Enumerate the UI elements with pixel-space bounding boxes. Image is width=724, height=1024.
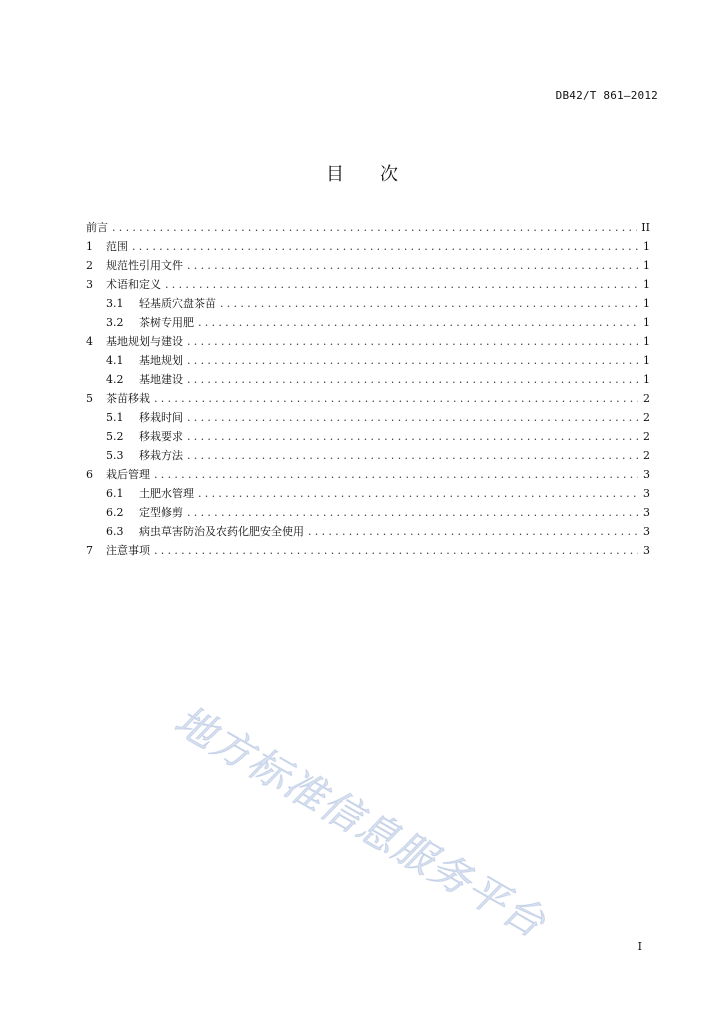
toc-entry-label: 注意事项 xyxy=(106,544,150,557)
toc-entry-label: 范围 xyxy=(106,240,128,253)
toc-leader-dots xyxy=(198,484,638,503)
toc-entry-page: 3 xyxy=(643,487,650,500)
toc-entry-label: 基地规划与建设 xyxy=(106,335,183,348)
toc-entry-label: 术语和定义 xyxy=(106,278,161,291)
watermark: 地方标准信息服务平台 xyxy=(166,697,554,948)
toc-entry-label: 基地规划 xyxy=(139,354,183,367)
toc-leader-dots xyxy=(187,256,638,275)
toc-entry-page: 1 xyxy=(643,240,650,253)
toc-entry[interactable] xyxy=(86,503,650,522)
toc-leader-dots xyxy=(198,313,638,332)
toc-entry-label: 土肥水管理 xyxy=(139,487,194,500)
toc-entry[interactable] xyxy=(86,427,650,446)
toc-leader-dots xyxy=(187,351,638,370)
toc-entry[interactable] xyxy=(86,256,650,275)
toc-entry-number: 5.3 xyxy=(106,449,124,462)
toc-leader-dots xyxy=(154,541,638,560)
toc-entry-page: 2 xyxy=(643,430,650,443)
toc-entry[interactable] xyxy=(86,370,650,389)
toc-entry-number: 6.2 xyxy=(106,506,124,519)
toc-entry-page: 3 xyxy=(643,544,650,557)
toc-entry-page: 3 xyxy=(643,506,650,519)
toc-entry[interactable] xyxy=(86,484,650,503)
toc-entry-label: 移栽时间 xyxy=(139,411,183,424)
toc-title-char-1: 目 xyxy=(326,164,344,185)
toc-title xyxy=(0,160,724,186)
toc-entry-page: 1 xyxy=(643,316,650,329)
toc-entry-number: 3 xyxy=(86,278,93,291)
toc-entry[interactable] xyxy=(86,332,650,351)
toc-entry-label: 基地建设 xyxy=(139,373,183,386)
toc-entry-page: II xyxy=(641,221,650,234)
toc-leader-dots xyxy=(187,503,638,522)
toc-entry-number: 1 xyxy=(86,240,93,253)
toc-entry-number: 3.2 xyxy=(106,316,124,329)
toc-entry-page: 1 xyxy=(643,335,650,348)
toc-entry[interactable] xyxy=(86,389,650,408)
toc-entry-number: 6 xyxy=(86,468,93,481)
toc-leader-dots xyxy=(132,237,638,256)
toc-entry-page: 2 xyxy=(643,449,650,462)
toc-entry-label: 定型修剪 xyxy=(139,506,183,519)
toc-leader-dots xyxy=(154,465,638,484)
toc-leader-dots xyxy=(220,294,638,313)
toc-entry-number: 5.1 xyxy=(106,411,124,424)
toc-entry[interactable] xyxy=(86,237,650,256)
toc-entry-page: 3 xyxy=(643,468,650,481)
toc-entry[interactable] xyxy=(86,275,650,294)
toc-entry-number: 4.1 xyxy=(106,354,124,367)
toc-entry-label: 规范性引用文件 xyxy=(106,259,183,272)
toc-entry-page: 1 xyxy=(643,297,650,310)
toc-entry-page: 1 xyxy=(643,278,650,291)
toc-leader-dots xyxy=(187,427,638,446)
toc-entry[interactable] xyxy=(86,218,650,237)
toc-entry-page: 2 xyxy=(643,392,650,405)
standard-code: DB42/T 861—2012 xyxy=(555,89,658,102)
toc-leader-dots xyxy=(187,446,638,465)
toc-entry-page: 1 xyxy=(643,259,650,272)
toc-entry[interactable] xyxy=(86,408,650,427)
toc-entry-label: 病虫草害防治及农药化肥安全使用 xyxy=(139,525,304,538)
toc-entry-number: 4.2 xyxy=(106,373,124,386)
toc-entry-page: 2 xyxy=(643,411,650,424)
toc-entry-number: 4 xyxy=(86,335,93,348)
toc-entry-label: 移栽要求 xyxy=(139,430,183,443)
toc-entry[interactable] xyxy=(86,313,650,332)
table-of-contents xyxy=(86,218,650,560)
toc-entry-number: 5.2 xyxy=(106,430,124,443)
footer-page-number: I xyxy=(637,940,642,953)
toc-entry-number: 6.1 xyxy=(106,487,124,500)
toc-entry-label: 移栽方法 xyxy=(139,449,183,462)
toc-leader-dots xyxy=(187,408,638,427)
toc-entry[interactable] xyxy=(86,446,650,465)
toc-leader-dots xyxy=(308,522,638,541)
toc-entry-label: 茶树专用肥 xyxy=(139,316,194,329)
toc-entry[interactable] xyxy=(86,522,650,541)
toc-entry-number: 2 xyxy=(86,259,93,272)
toc-entry-label: 栽后管理 xyxy=(106,468,150,481)
toc-entry-page: 1 xyxy=(643,354,650,367)
toc-entry-label: 轻基质穴盘茶苗 xyxy=(139,297,216,310)
toc-entry[interactable] xyxy=(86,541,650,560)
toc-leader-dots xyxy=(187,370,638,389)
toc-entry[interactable] xyxy=(86,294,650,313)
toc-entry-number: 5 xyxy=(86,392,93,405)
toc-entry[interactable] xyxy=(86,351,650,370)
toc-entry-number: 7 xyxy=(86,544,93,557)
toc-entry-page: 1 xyxy=(643,373,650,386)
toc-leader-dots xyxy=(154,389,638,408)
toc-entry-number: 3.1 xyxy=(106,297,124,310)
toc-entry-label: 茶苗移栽 xyxy=(106,392,150,405)
toc-leader-dots xyxy=(112,218,637,237)
toc-title-char-2: 次 xyxy=(380,164,398,185)
toc-entry-number: 6.3 xyxy=(106,525,124,538)
toc-entry-page: 3 xyxy=(643,525,650,538)
toc-leader-dots xyxy=(165,275,638,294)
toc-entry[interactable] xyxy=(86,465,650,484)
toc-leader-dots xyxy=(187,332,638,351)
toc-entry-label: 前言 xyxy=(86,221,108,234)
